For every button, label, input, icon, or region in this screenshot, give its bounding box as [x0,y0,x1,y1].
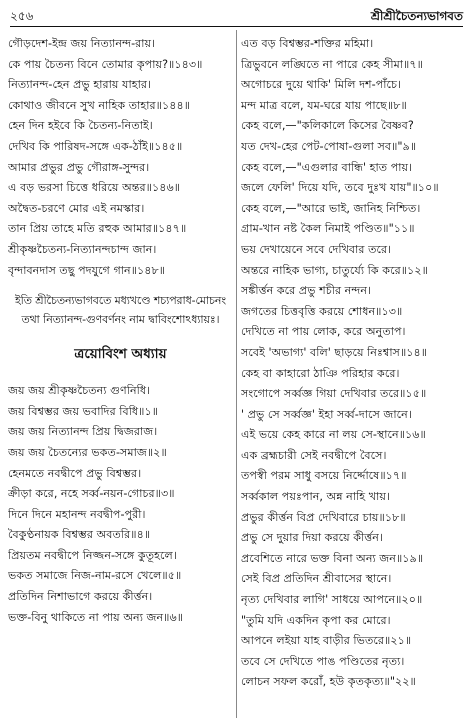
column-divider [236,30,237,718]
verse-line: সেই বিপ্র প্রতিদিন শ্রীবাসের স্থানে। [241,572,392,586]
right-verses [241,34,467,693]
verse-line: জগতের চিত্তবৃত্তি করয়ে শোধন॥১৩॥ [241,304,403,318]
verse-line: এই ভয়ে কেহ কারে না লয় সে-স্থানে॥১৬॥ [241,428,426,442]
verse-line: যত দেখ-হের পেট-পোষা-গুলা সব॥"৯॥ [241,139,417,153]
verse-line: "তুমি যদি একদিন কৃপা কর মোরে। [241,613,391,627]
verse-line: প্রতিদিন নিশাভাগে করয়ে কীর্ত্তন। [8,590,153,604]
verse-line: প্রবেশিতে নারে ভক্ত বিনা অন্য জন॥১৯॥ [241,551,424,565]
verse-line: মন্দ মাত্র বলে, যম-ঘরে যায় পাছে॥৮॥ [241,98,407,112]
verse-line: তান প্রিয় তাহে মতি রহুক আমার॥১৪৭॥ [8,222,187,236]
verse-line: কেহ বা কাহারো ঠাঞি পরিহার করে। [241,366,400,380]
verse-line: তপস্বী পরম সাধু বসয়ে নির্দ্দোষে॥১৭॥ [241,469,407,483]
verse-line: অন্তরে নাহিক ভাগ্য, চাতুর্য্যে কি করে॥১২॥ [241,263,428,277]
verse-line: কেহ বলে,—"আরে ভাই, জানিহ নিশ্চিত। [241,201,421,215]
verse-line: ভকত সমাজে নিজ-নাম-রসে খেলে॥৫॥ [8,569,182,583]
verse-line: কেহ বলে,—"এগুলার বান্ধি' হাত পায়। [241,160,413,174]
left-column [8,34,233,628]
right-column [241,34,467,693]
verse-line: কেহ বলে,—"কলিকালে কিসের বৈষ্ণব? [241,119,414,133]
left-bottom-verses [8,381,233,628]
verse-line: ক্রীড়া করে, নহে সর্ব্ব-নয়ন-গোচর॥৩॥ [8,487,175,501]
verse-line: আপনে লইয়া যাহ বাড়ীর ভিতরে॥২১॥ [241,634,412,648]
verse-line: বৃন্দাবনদাস তছু পদযুগে গান॥১৪৮॥ [8,263,166,277]
verse-line: হেন দিন হইবে কি চৈতন্য-নিতাই। [8,119,153,133]
verse-line: বৈকুণ্ঠনায়ক বিশ্বম্ভর অবতরি॥৪॥ [8,528,151,542]
chapter-colophon: ইতি শ্রীচৈতন্যভাগবতে মধ্যখণ্ডে শচ্যপরাধ-মোচনং তথা নিত্যানন্দ-গুণবর্ণনং নাম দ্বাবিংশোঽধ্যায়ঃ। [15,294,226,327]
verse-line: সবেই 'অভাগ্য' বলি' ছাড়য়ে নিঃশ্বাস॥১৪॥ [241,345,428,359]
verse-line: এ বড় ভরসা চিত্তে ধরিয়ে অন্তর॥১৪৬॥ [8,181,181,195]
verse-line: প্রভু সে দুয়ার দিয়া করয়ে কীর্ত্তন। [241,531,383,545]
page-number: ২৫৬ [10,9,34,23]
verse-line: ভক্ত-বিনু থাকিতে না পায় অন্য জন॥৬॥ [8,610,184,624]
verse-line: তবে সে দেখিতে পাঙ পণ্ডিতের নৃত্য। [241,654,405,668]
verse-line: নিত্যানন্দ-হেন প্রভু হারায় যাহার। [8,78,151,92]
verse-line: জয় বিশ্বম্ভর জয় ভবাদির বিধি॥১॥ [8,404,159,418]
verse-line: নৃত্য দেখিবার লাগি' সাধয়ে আপনে॥২০॥ [241,593,423,607]
verse-line: এত বড় বিশ্বম্ভর-শক্তির মহিমা। [241,37,374,50]
verse-line: জয় জয় শ্রীকৃষ্ণচৈতন্য গুণনিধি। [8,384,151,398]
verse-line: অগোচরে দুয়ে থাকি' মিলি দশ-পাঁচে। [241,78,402,92]
verse-line: জলে ফেলি' দিয়ে যদি, তবে দুঃখ যায়"॥১০॥ [241,181,439,195]
verse-line: কে পায় চৈতন্য বিনে তোমার কৃপায়?॥১৪৩॥ [8,57,203,71]
book-title: শ্রীশ্রীচৈতন্যভাগবত [370,9,463,23]
page-header [10,6,463,27]
verse-line: অদ্বৈত-চরণে মোর এই নমস্কার। [8,201,145,215]
verse-line: ভয় দেখায়েনে সবে দেখিবার তরে। [241,242,392,256]
chapter-title: ত্রয়োবিংশ অধ্যায় [74,346,167,363]
verse-line: আমার প্রভুর প্রভু গৌরাঙ্গ-সুন্দর। [8,160,150,174]
left-top-verses [8,34,233,281]
verse-line: শ্রীকৃষ্ণচৈতন্য-নিত্যানন্দচান্দ জান। [8,242,157,256]
verse-line: প্রভুর কীর্ত্তন বিপ্র দেখিবারে চায়॥১৮॥ [241,510,406,524]
verse-line: প্রিয়তম নবদ্বীপে নিজ্জন-সঙ্গে কুতূহলে। [8,548,177,562]
verse-line: গৌড়দেশ-ইন্দ্র জয় নিত্যানন্দ-রায়। [8,37,156,50]
verse-line: লোচন সফল করোঁ, হউ কৃতকৃত্য॥"২২॥ [241,675,416,689]
verse-line: জয় জয় চৈতন্যের ভকত-সমাজ॥২॥ [8,445,167,459]
verse-line: এক ব্রহ্মচারী সেই নবদ্বীপে বৈসে। [241,448,387,462]
verse-line: জয় জয় নিত্যানন্দ প্রিয় দ্বিজরাজ। [8,425,158,439]
verse-line: ' প্রভু সে সর্ব্বজ্ঞ' ইহা সর্ব্ব-দাসে জানে। [241,407,412,421]
verse-line: সর্ব্বকাল পয়ঃপান, অন্ন নাহি খায়। [241,490,390,504]
verse-line: দেখিতে না পায় লোক, করে অনুতাপ। [241,325,406,339]
verse-line: সঙ্কীর্ত্তন করে প্রভু শচীর নন্দন। [241,284,371,298]
verse-line: দিনে দিনে মহানন্দ নবদ্বীপ-পুরী। [8,507,146,521]
verse-line: দেখিব কি পারিষদ-সঙ্গে এক-ঠাঁই॥১৪৫॥ [8,139,183,153]
verse-line: কোথাও জীবনে সুখ নাহিক তাহার॥১৪৪॥ [8,98,191,112]
verse-line: হেনমতে নবদ্বীপে প্রভু বিশ্বম্ভর। [8,466,142,480]
verse-line: গ্রাম-খান নষ্ট কৈল নিমাই পণ্ডিত॥"১১॥ [241,222,415,236]
verse-line: সংগোপে সর্ব্বজ্ঞ গিয়া দেখিবার তরে॥১৫॥ [241,387,427,401]
verse-line: ত্রিভুবনে লঙ্ঘিতে না পারে কেহ সীমা॥৭॥ [241,57,423,71]
